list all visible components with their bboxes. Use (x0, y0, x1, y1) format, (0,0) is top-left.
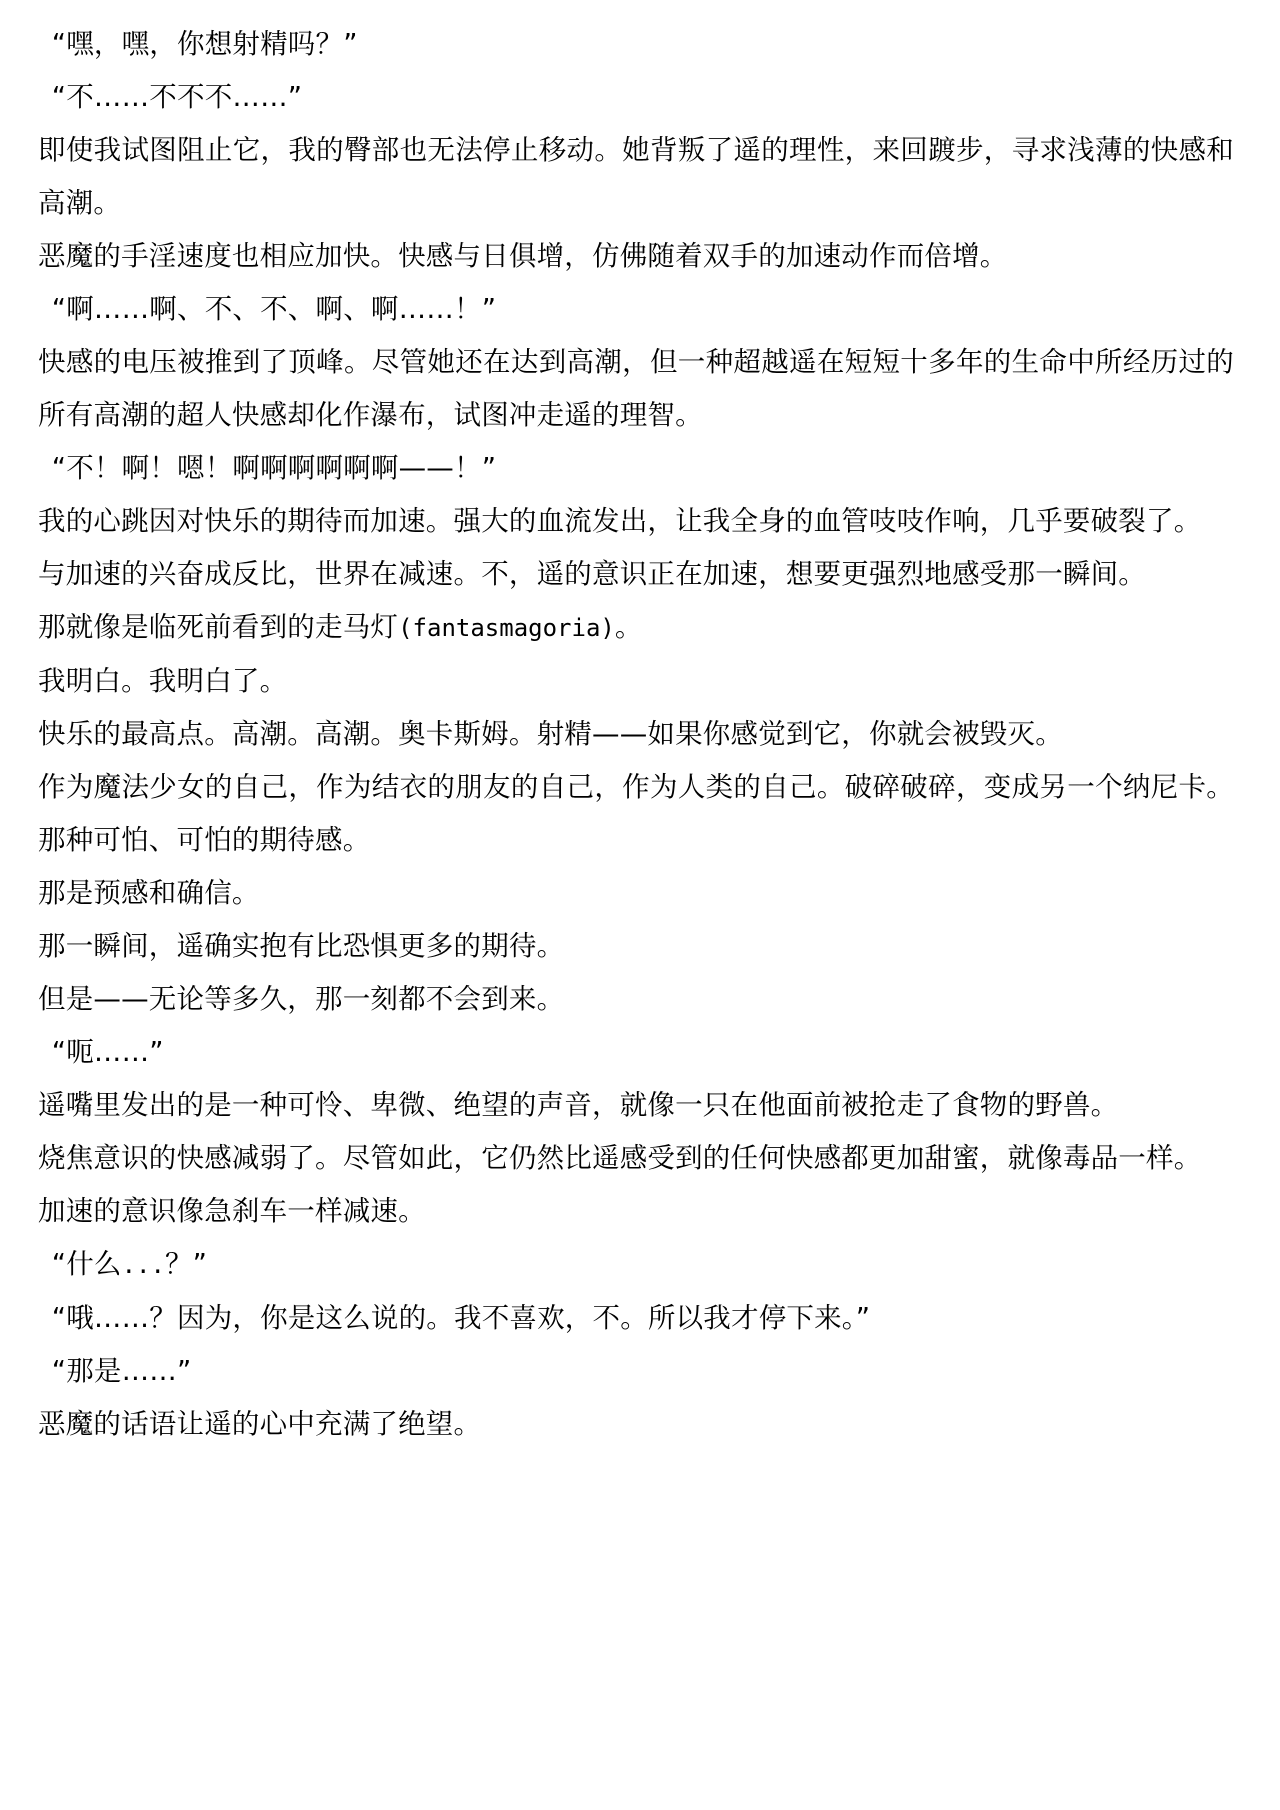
paragraph: 那一瞬间，遥确实抱有比恐惧更多的期待。 (38, 930, 565, 962)
paragraph: “啊……啊、不、不、啊、啊……！” (51, 293, 497, 325)
paragraph: 遥嘴里发出的是一种可怜、卑微、绝望的声音，就像一只在他面前被抢走了食物的野兽。 (38, 1089, 1119, 1121)
paragraph: 作为魔法少女的自己，作为结衣的朋友的自己，作为人类的自己。破碎破碎，变成另一个纳尼卡。那种可怕、可怕的期待感。 (38, 771, 1234, 856)
paragraph: “不！啊！嗯！啊啊啊啊啊啊——！” (51, 452, 497, 484)
paragraph: 与加速的兴奋成反比，世界在减速。不，遥的意识正在加速，想要更强烈地感受那一瞬间。 (38, 558, 1146, 590)
paragraph: 恶魔的话语让遥的心中充满了绝望。 (38, 1408, 482, 1440)
paragraph: “不……不不不……” (51, 81, 303, 113)
paragraph: 快乐的最高点。高潮。高潮。奥卡斯姆。射精——如果你感觉到它，你就会被毁灭。 (38, 718, 1063, 750)
document-body (38, 18, 1234, 1451)
latin-text: ... (121, 1251, 165, 1279)
paragraph: 即使我试图阻止它，我的臀部也无法停止移动。她背叛了遥的理性，来回踱步，寻求浅薄的快感和高潮。 (38, 134, 1234, 219)
paragraph: “那是……” (51, 1355, 192, 1387)
paragraph: “什么...？” (51, 1248, 208, 1280)
paragraph: 那就像是临死前看到的走马灯(fantasmagoria)。 (38, 611, 643, 643)
paragraph: 我的心跳因对快乐的期待而加速。强大的血流发出，让我全身的血管吱吱作响，几乎要破裂了。 (38, 505, 1202, 537)
latin-text: (fantasmagoria) (398, 614, 615, 642)
paragraph: 那是预感和确信。 (38, 877, 260, 909)
paragraph: 恶魔的手淫速度也相应加快。快感与日俱增，仿佛随着双手的加速动作而倍增。 (38, 240, 1008, 272)
paragraph: “呃……” (51, 1036, 164, 1068)
paragraph: 我明白。我明白了。 (38, 665, 288, 697)
paragraph: 加速的意识像急刹车一样减速。 (38, 1195, 426, 1227)
paragraph: “哦……？因为，你是这么说的。我不喜欢，不。所以我才停下来。” (51, 1302, 871, 1334)
paragraph: “嘿，嘿，你想射精吗？” (51, 28, 358, 60)
paragraph: 但是——无论等多久，那一刻都不会到来。 (38, 983, 565, 1015)
paragraph: 快感的电压被推到了顶峰。尽管她还在达到高潮，但一种超越遥在短短十多年的生命中所经历过的所有高潮的超人快感却化作瀑布，试图冲走遥的理智。 (38, 346, 1234, 431)
paragraph: 烧焦意识的快感减弱了。尽管如此，它仍然比遥感受到的任何快感都更加甜蜜，就像毒品一样。 (38, 1142, 1202, 1174)
